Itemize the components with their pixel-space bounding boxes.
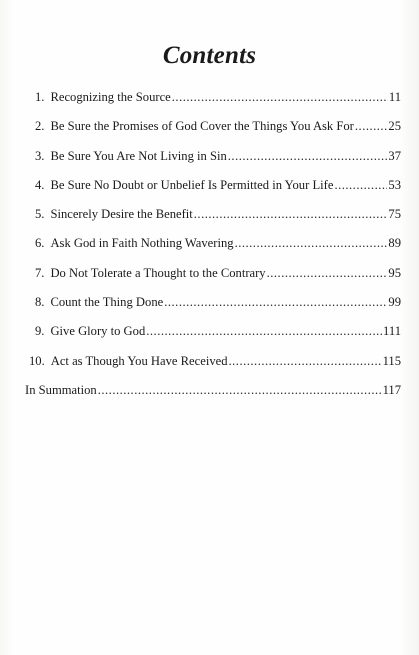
- entry-page-number: 115: [382, 353, 401, 368]
- entry-page-number: 89: [388, 236, 401, 251]
- entry-title: Recognizing the Source: [50, 90, 171, 104]
- entry-number: 5.: [35, 207, 45, 222]
- entry-number: 8.: [35, 295, 45, 310]
- entry-page-number: 117: [382, 382, 401, 397]
- entry-title: Give Glory to God: [50, 324, 146, 339]
- entry-number: 7.: [35, 265, 45, 280]
- toc-entry-10: [25, 354, 401, 383]
- entry-page-number: 111: [383, 324, 401, 339]
- toc-entry-7: [25, 266, 401, 295]
- table-of-contents: [25, 90, 401, 412]
- entry-number: 6.: [35, 236, 45, 251]
- entry-number: 1.: [35, 90, 45, 104]
- toc-entry-2: [25, 119, 401, 148]
- entry-title: Count the Thing Done: [50, 295, 164, 310]
- dot-leader: [172, 90, 388, 105]
- entry-title: Do Not Tolerate a Thought to the Contrary: [50, 265, 266, 280]
- dot-leader: [235, 236, 388, 251]
- toc-entry-6: [25, 236, 401, 265]
- entry-page-number: 99: [388, 295, 401, 310]
- entry-number: 3.: [35, 148, 45, 163]
- dot-leader: [267, 266, 388, 281]
- entry-title: Ask God in Faith Nothing Wavering: [50, 236, 234, 251]
- entry-title: Act as Though You Have Received: [50, 353, 228, 368]
- entry-title: Sincerely Desire the Benefit: [50, 207, 193, 222]
- entry-number: 4.: [35, 177, 45, 192]
- entry-number: 9.: [35, 324, 45, 339]
- dot-leader: [98, 383, 382, 398]
- dot-leader: [164, 295, 387, 310]
- entry-page-number: 11: [388, 90, 401, 104]
- toc-entry-4: [25, 178, 401, 207]
- entry-page-number: 25: [388, 119, 401, 134]
- dot-leader: [355, 119, 388, 134]
- page-title: Contents: [162, 42, 257, 69]
- entry-title: Be Sure No Doubt or Unbelief Is Permitted in Your Life: [50, 177, 334, 192]
- entry-page-number: 37: [388, 148, 401, 163]
- entry-number: 10.: [29, 353, 45, 368]
- entry-title: In Summation: [25, 382, 97, 397]
- toc-entry-summation: [25, 383, 401, 412]
- entry-title: Be Sure the Promises of God Cover the Things You Ask For: [50, 119, 354, 134]
- entry-page-number: 75: [388, 207, 401, 222]
- toc-entry-5: [25, 207, 401, 236]
- entry-title: Be Sure You Are Not Living in Sin: [50, 148, 227, 163]
- dot-leader: [228, 149, 388, 164]
- dot-leader: [334, 178, 387, 193]
- dot-leader: [194, 207, 388, 222]
- entry-page-number: 53: [388, 177, 401, 192]
- entry-page-number: 95: [388, 265, 401, 280]
- toc-entry-3: [25, 149, 401, 178]
- toc-entry-8: [25, 295, 401, 324]
- toc-entry-9: [25, 324, 401, 353]
- entry-number: 2.: [35, 119, 45, 134]
- dot-leader: [229, 354, 382, 369]
- dot-leader: [146, 324, 382, 339]
- toc-entry-1: [25, 90, 401, 119]
